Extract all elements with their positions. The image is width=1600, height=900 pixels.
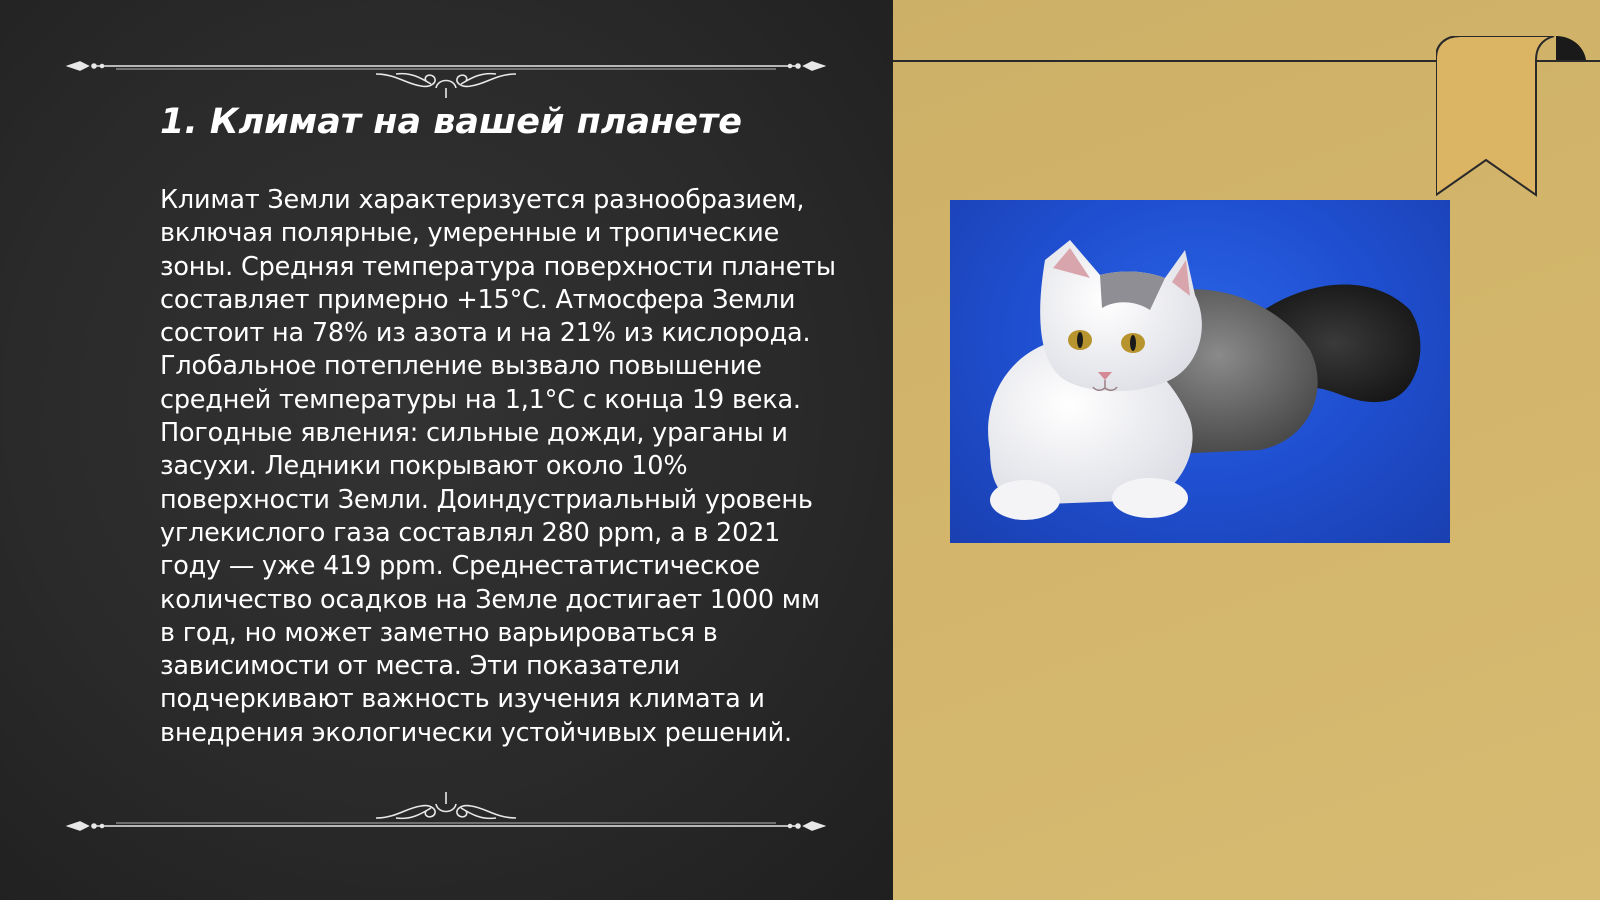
slide-body-text: Климат Земли характеризуется разнообразием, включая полярные, умеренные и тропические зоны. Средняя температура поверхности планеты составляет примерно +15°C. Атмосфера Земли состоит на 78% из азота и на 21% из кислорода. Глобальное потепление вызвало повышение средней температуры на 1,1°C с конца 19 века. Погодные явления: сильные дожди, ураганы и засухи. Ледники покрывают около 10% поверхности Земли. Доиндустриальный уровень углекислого газа составлял 280 ppm, а в 2021 году — уже 419 ppm. Среднестатистическое количество осадков на Земле достигает 1000 мм в год, но может заметно варьироваться в зависимости от места. Эти показатели подчеркивают важность изучения климата и внедрения экологически устойчивых решений.: [160, 185, 836, 748]
flourish-divider-icon: [66, 38, 826, 98]
cat-photo: [950, 200, 1450, 543]
slide-title: 1. Климат на вашей планете: [160, 102, 743, 142]
bookmark-ribbon-icon: [1436, 36, 1586, 201]
cat-illustration: [950, 200, 1450, 543]
flourish-divider-icon: [66, 786, 826, 846]
